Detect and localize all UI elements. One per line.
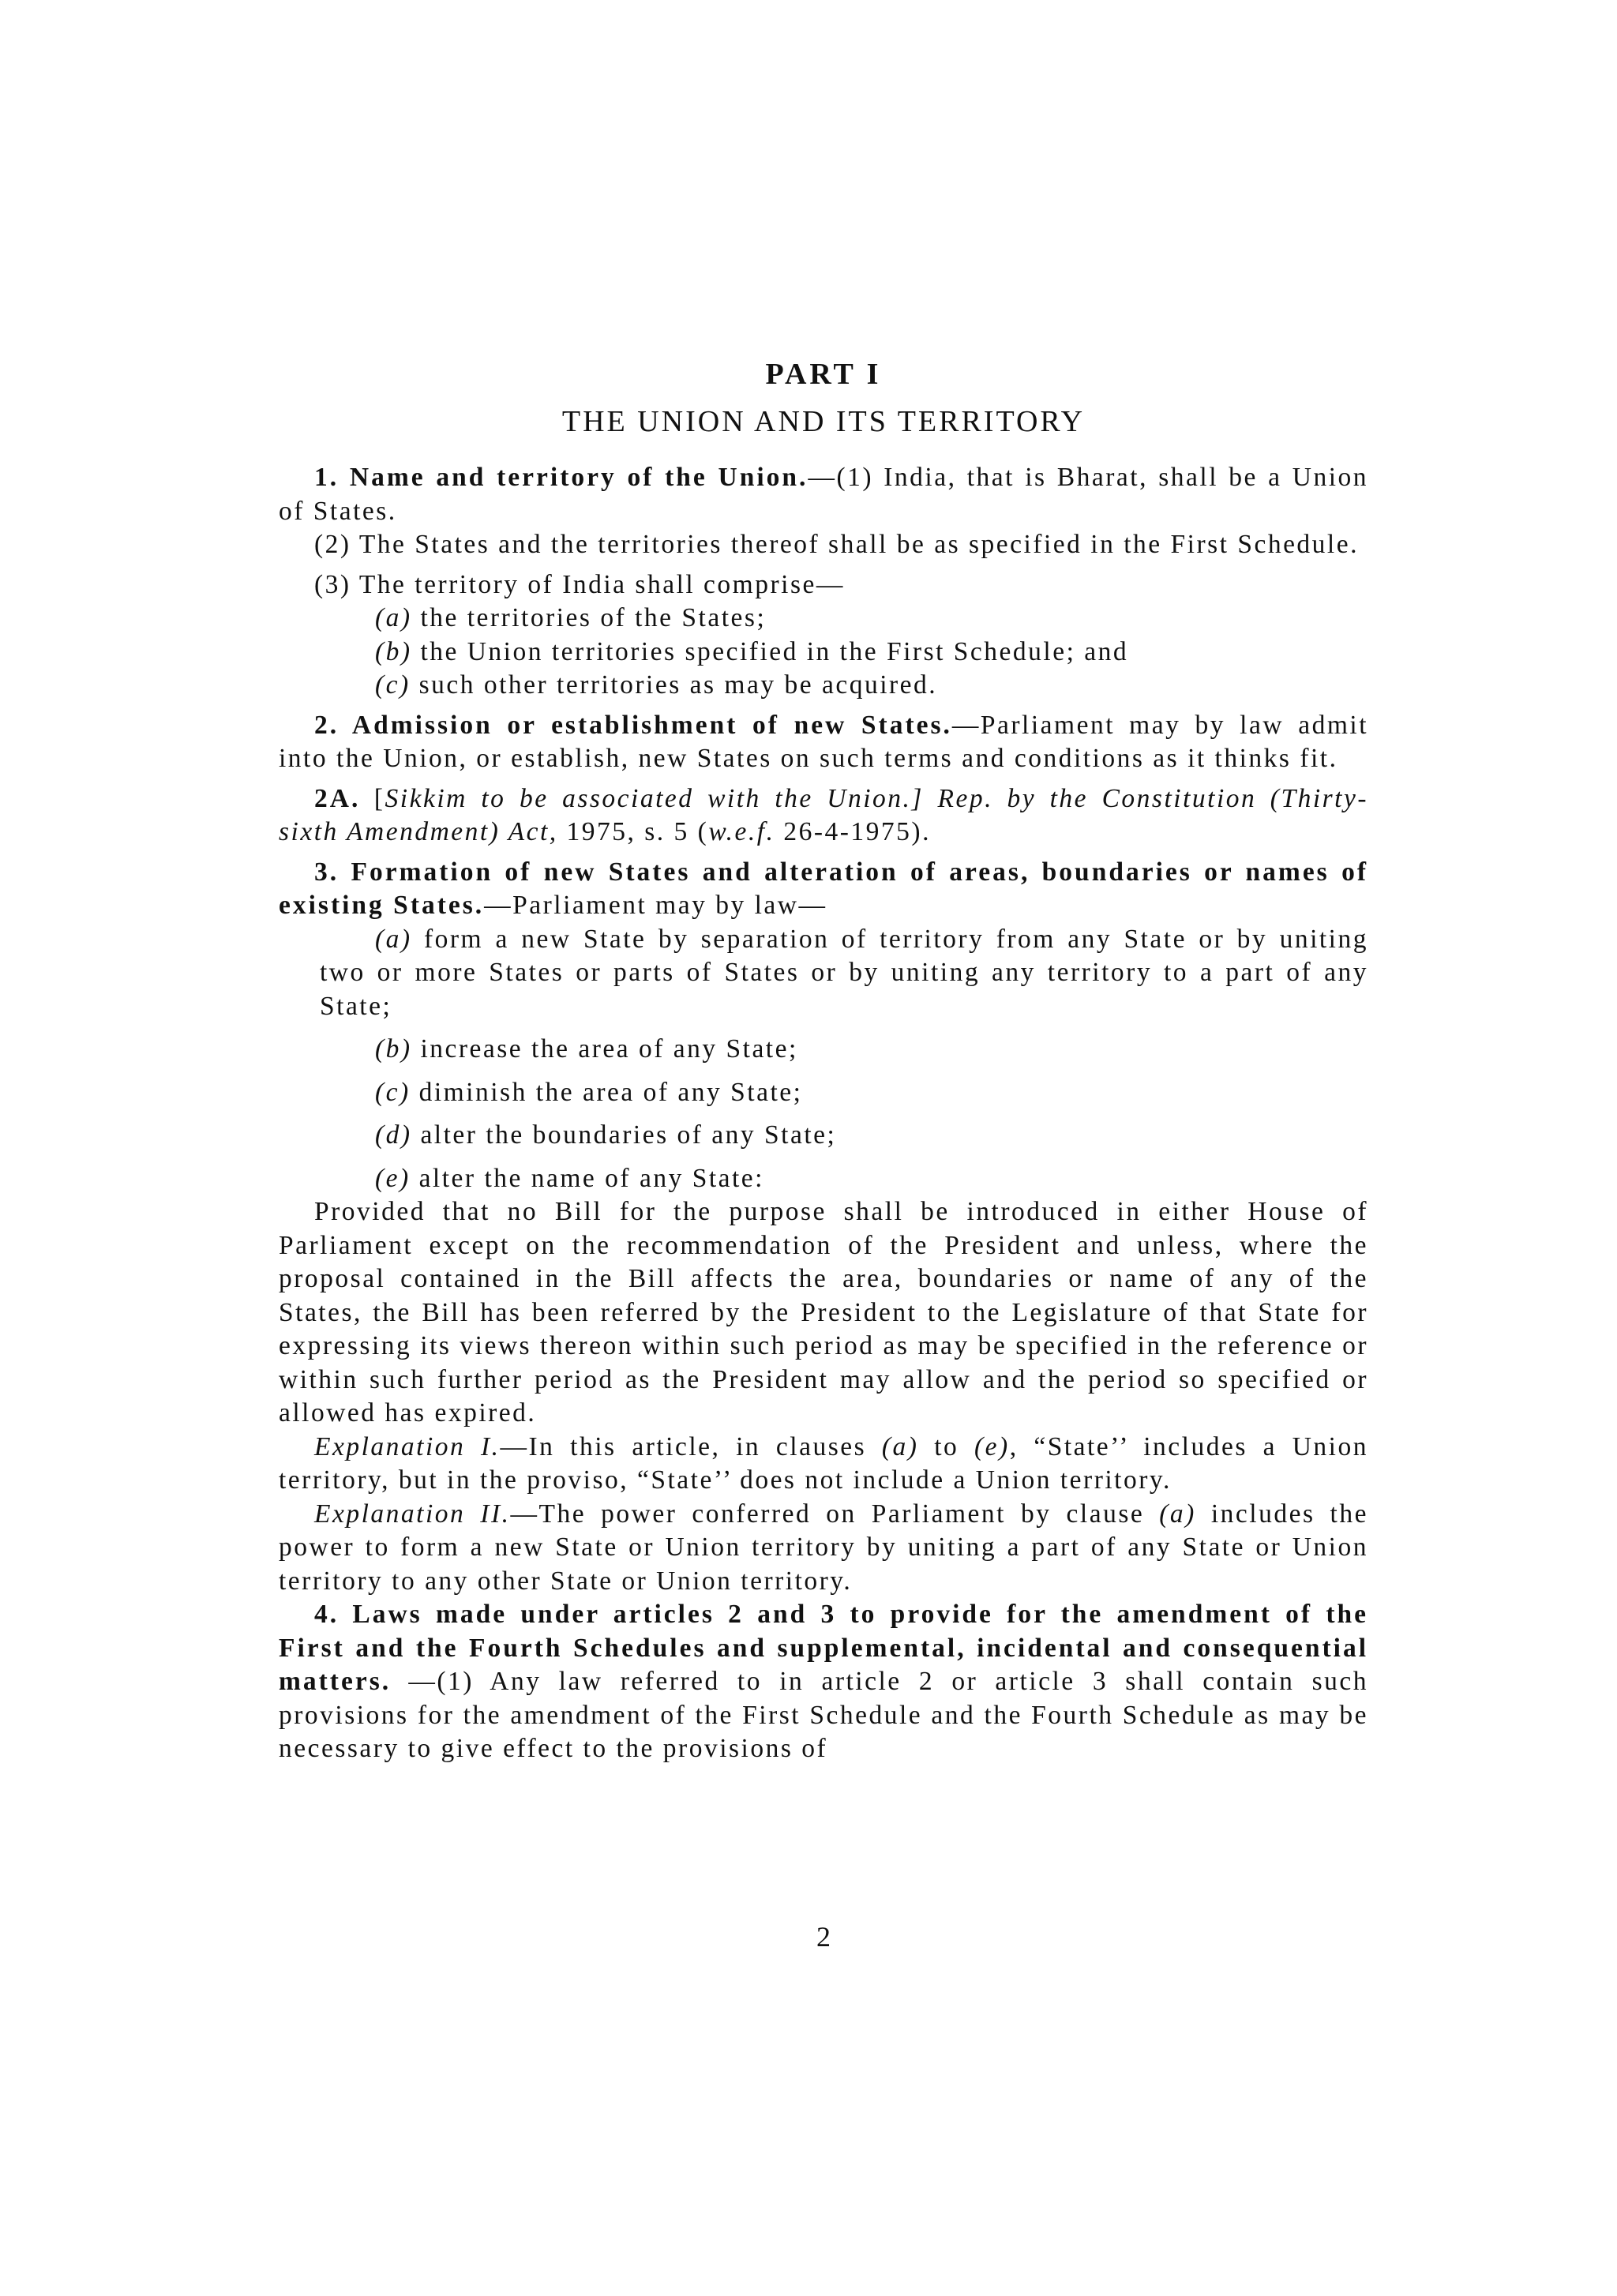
explanation-1-text-3: , “State’’ includes a Union territory, but in the proviso, “State’’ does not include a Union territory. (279, 1431, 1368, 1495)
article-4-text: —(1) Any law referred to in article 2 or article 3 shall contain such provisions for the amendment of the First Schedule and the Fourth Schedule as may be necessary to give effect to the provisions of (279, 1667, 1368, 1763)
sub-a-label: (a) (375, 603, 412, 632)
article-3 (279, 856, 1368, 923)
explanation-2-clause-a: (a) (1159, 1499, 1196, 1529)
art3-sub-c-text: diminish the area of any State; (410, 1077, 803, 1107)
article-2-heading: 2. Admission or establishment of new States. (314, 710, 952, 740)
article-2a (279, 782, 1368, 850)
article-4-heading: 4. Laws made under articles 2 and 3 to provide for the amendment of the First and the Fourth Schedules and supplemental, incidental and consequential matters. (279, 1600, 1368, 1696)
explanation-1-clause-a: (a) (881, 1431, 919, 1461)
explanation-2-label: Explanation II. (314, 1499, 511, 1529)
article-3-heading: 3. Formation of new States and alteration of areas, boundaries or names of existing States. (279, 857, 1368, 920)
sub-b-text: the Union territories specified in the First Schedule; and (411, 636, 1129, 666)
article-3-proviso: Provided that no Bill for the purpose shall be introduced in either House of Parliament except on the recommendation of the President and unless, where the proposal contained in the Bill affects the area, boundaries or name of any of the States, the Bill has been referred by the President to the Legislature of that State for expressing its views thereon within such period as may be specified in the reference or within such further period as the President may allow and the period so specified or allowed has expired. (279, 1197, 1368, 1427)
art3-sub-a-label: (a) (375, 924, 412, 954)
article-2a-italic-2: w.e.f. (708, 817, 775, 846)
part-subtitle: THE UNION AND ITS TERRITORY (561, 405, 1086, 438)
sub-a-text: the territories of the States; (411, 603, 767, 632)
article-3-sub-e (279, 1162, 1368, 1196)
article-3-sub-b (279, 1033, 1368, 1067)
explanation-2-text-2: includes the power to form a new State or Union territory by uniting a part of any State or Union territory to any other State or Union territory. (279, 1499, 1368, 1596)
part-title: PART I (765, 358, 882, 391)
article-2 (279, 709, 1368, 776)
sub-c-text: such other territories as may be acquired. (410, 670, 938, 700)
article-3-sub-d (279, 1119, 1368, 1153)
article-3-explanation-2 (279, 1498, 1368, 1599)
article-3-intro: —Parliament may by law— (484, 891, 827, 920)
article-3-sub-a (279, 923, 1368, 1024)
article-3-explanation-1 (279, 1431, 1368, 1498)
article-2a-number: 2A. (314, 783, 361, 813)
explanation-2-text-1: —The power conferred on Parliament by clause (510, 1499, 1160, 1529)
article-2a-mid: 1975, s. 5 ( (557, 817, 709, 846)
explanation-1-text-2: to (918, 1431, 975, 1461)
explanation-1-clause-e: (e) (974, 1431, 1010, 1461)
sub-b-label: (b) (375, 636, 412, 666)
article-3-sub-c (279, 1076, 1368, 1110)
article-1-clause-1-text: —(1) India, that is Bharat, shall be a Union of States. (279, 463, 1368, 526)
article-2a-end: 26-4-1975). (775, 817, 931, 846)
sub-c-label: (c) (375, 670, 411, 700)
article-1-clause-1 (279, 461, 1368, 528)
article-1-sub-a (279, 602, 1368, 636)
article-1-clause-3: (3) The territory of India shall comprise— (314, 569, 845, 599)
article-1-clause-2: (2) The States and the territories thereof shall be as specified in the First Schedule. (314, 530, 1359, 559)
art3-sub-d-text: alter the boundaries of any State; (411, 1120, 837, 1150)
art3-sub-b-text: increase the area of any State; (411, 1034, 798, 1064)
explanation-1-label: Explanation I. (314, 1431, 501, 1461)
article-4 (279, 1598, 1368, 1766)
article-2-text: —Parliament may by law admit into the Union, or establish, new States on such terms and conditions as it thinks fit. (279, 710, 1368, 773)
art3-sub-e-text: alter the name of any State: (410, 1163, 764, 1193)
article-2a-open: [ (360, 783, 385, 813)
page-number: 2 (816, 1921, 831, 1953)
art3-sub-b-label: (b) (375, 1034, 412, 1064)
article-1-sub-c (279, 669, 1368, 703)
explanation-1-text-1: —In this article, in clauses (500, 1431, 882, 1461)
art3-sub-e-label: (e) (375, 1163, 411, 1193)
article-1-sub-b (279, 636, 1368, 670)
art3-sub-d-label: (d) (375, 1120, 412, 1150)
article-2a-italic-1: Sikkim to be associated with the Union.] Rep. by the Constitution (Thirty- sixth Amendment) Act, (279, 783, 1369, 846)
art3-sub-c-label: (c) (375, 1077, 411, 1107)
article-1-heading: 1. Name and territory of the Union. (314, 463, 808, 492)
document-body (279, 461, 1368, 1766)
art3-sub-a-text: form a new State by separation of territory from any State or by uniting two or more States or parts of States or by uniting any territory to a part of any State; (320, 924, 1368, 1021)
